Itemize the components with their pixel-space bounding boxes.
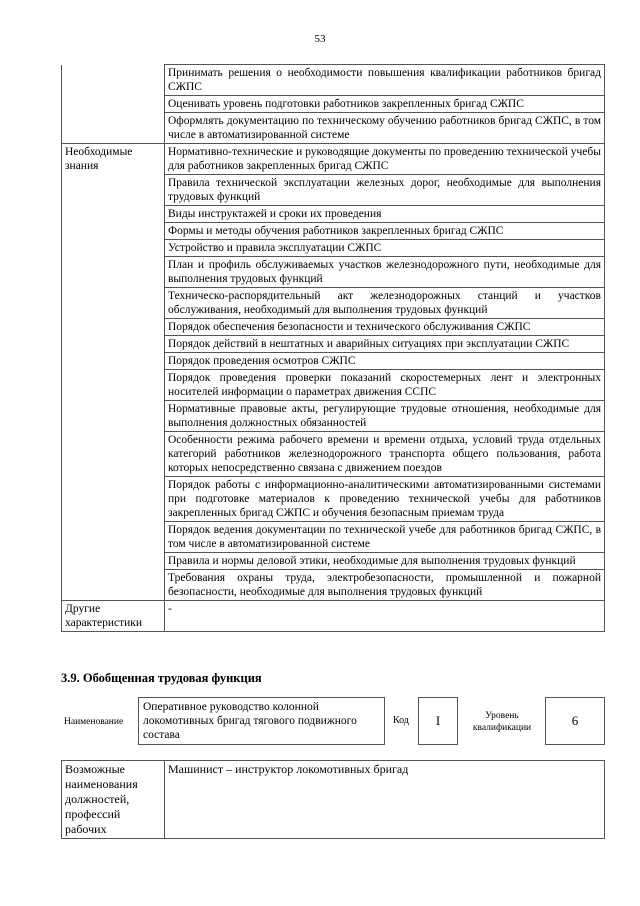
skill-item: Оформлять документацию по техническому обучению работников бригад СЖПС, в том числе в автоматизированной системе — [165, 113, 605, 144]
knowledge-item: Порядок ведения документации по технической учебе для работников бригад СЖПС, в том числе в автоматизированной системе — [165, 522, 605, 553]
positions-table — [61, 760, 605, 839]
table-row — [62, 761, 605, 839]
knowledge-item: Правила и нормы деловой этики, необходимые для выполнения трудовых функций — [165, 553, 605, 570]
level-value: 6 — [545, 697, 605, 745]
section-title: 3.9. Обобщенная трудовая функция — [61, 671, 262, 685]
knowledge-label: Необходимые знания — [62, 144, 165, 601]
knowledge-item: Правила технической эксплуатации железных дорог, необходимые для выполнения трудовых функций — [165, 175, 605, 206]
knowledge-item: Виды инструктажей и сроки их проведения — [165, 206, 605, 223]
knowledge-item: Нормативные правовые акты, регулирующие трудовые отношения, необходимые для выполнения должностных обязанностей — [165, 401, 605, 432]
knowledge-item: Особенности режима рабочего времени и времени отдыха, условий труда отдельных категорий работников железнодорожного транспорта общего пользования, работа которых непосредственно связана с движением поездов — [165, 432, 605, 477]
table-row — [62, 113, 605, 144]
code-label: Код — [393, 715, 409, 726]
code-value: I — [418, 697, 458, 745]
table-row — [62, 96, 605, 113]
name-value: Оперативное руководство колонной локомотивных бригад тягового подвижного состава — [138, 697, 385, 745]
competency-table — [61, 64, 605, 632]
skill-item: Оценивать уровень подготовки работников закрепленных бригад СЖПС — [165, 96, 605, 113]
knowledge-item: Техническо-распорядительный акт железнодорожных станций и участков обслуживания, необходимый для выполнения трудовых функций — [165, 288, 605, 319]
knowledge-item: Формы и методы обучения работников закрепленных бригад СЖПС — [165, 223, 605, 240]
knowledge-item: Порядок проведения осмотров СЖПС — [165, 353, 605, 370]
positions-label: Возможные наименования должностей, профессий рабочих — [62, 761, 165, 839]
table-row — [62, 144, 605, 175]
knowledge-item: Порядок проведения проверки показаний скоростемерных лент и электронных носителей информации о параметрах движения ССПС — [165, 370, 605, 401]
other-characteristics-value: - — [165, 601, 605, 632]
knowledge-item: План и профиль обслуживаемых участков железнодорожного пути, необходимые для выполнения трудовых функций — [165, 257, 605, 288]
positions-value: Машинист – инструктор локомотивных бригад — [165, 761, 605, 839]
other-characteristics-label: Другие характеристики — [62, 601, 165, 632]
table-row — [62, 65, 605, 96]
knowledge-item: Порядок действий в нештатных и аварийных ситуациях при эксплуатации СЖПС — [165, 336, 605, 353]
knowledge-item: Порядок работы с информационно-аналитическими автоматизированными системами при подготовке материалов к проведению технической учебы для работников закрепленных бригад СЖПС и обучения безопасным приемам труда — [165, 477, 605, 522]
name-label: Наименование — [64, 717, 124, 727]
knowledge-item: Нормативно-технические и руководящие документы по проведению технической учебы для работников закрепленных бригад СЖПС — [165, 144, 605, 175]
table-row — [62, 601, 605, 632]
knowledge-item: Порядок обеспечения безопасности и технического обслуживания СЖПС — [165, 319, 605, 336]
knowledge-item: Требования охраны труда, электробезопасности, промышленной и пожарной безопасности, необходимые для выполнения трудовых функций — [165, 570, 605, 601]
knowledge-item: Устройство и правила эксплуатации СЖПС — [165, 240, 605, 257]
skill-item: Принимать решения о необходимости повышения квалификации работников бригад СЖПС — [165, 65, 605, 96]
level-label: Уровень квалификации — [472, 711, 532, 733]
page-number: 53 — [314, 33, 326, 45]
skills-label-cell — [62, 65, 165, 96]
